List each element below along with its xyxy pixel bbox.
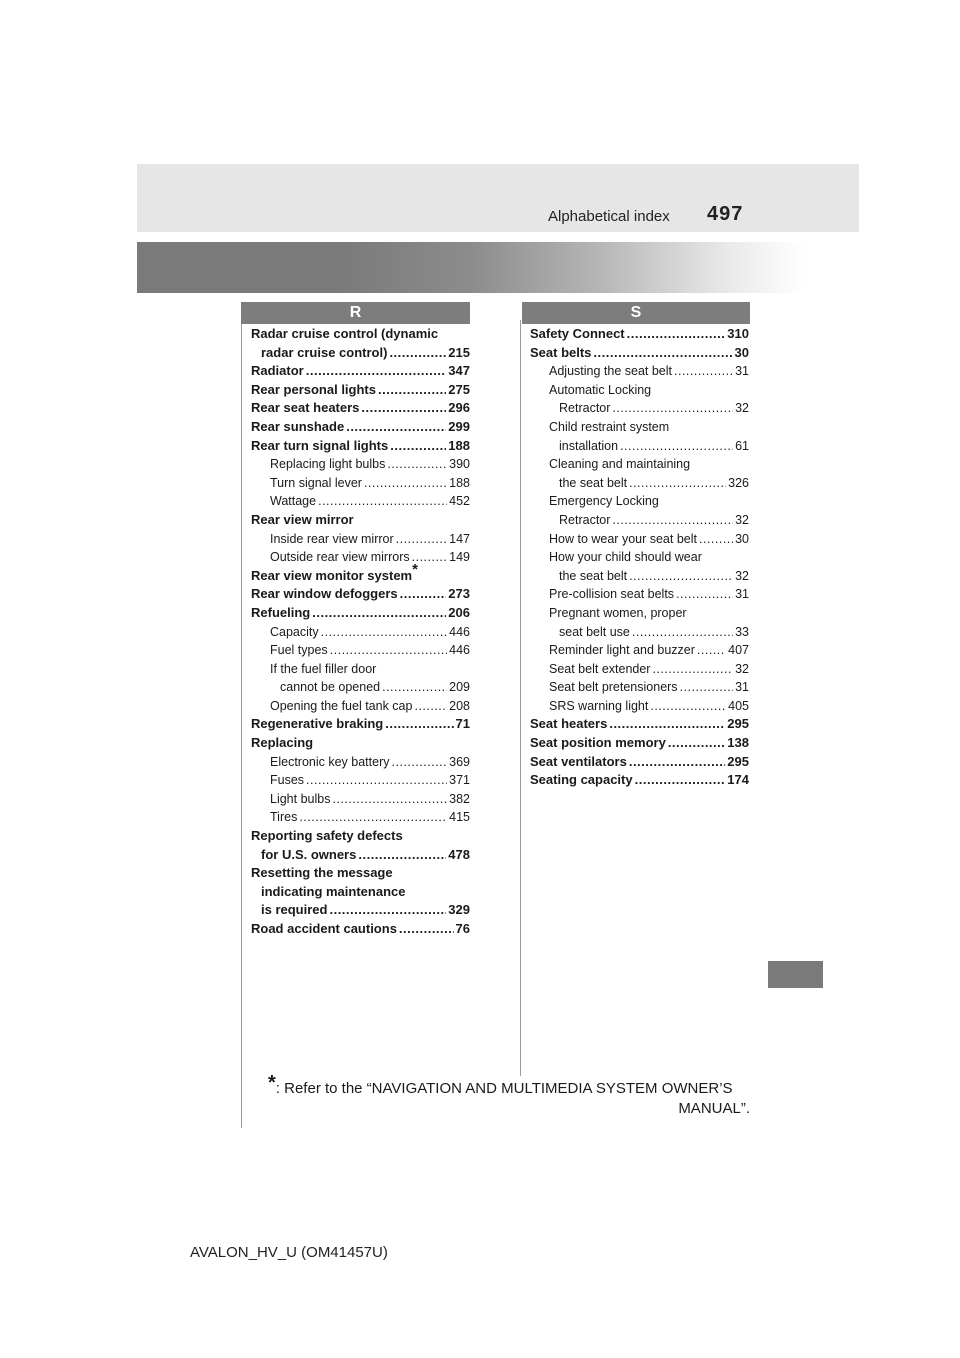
entry-label: How your child should wear	[549, 550, 702, 565]
entry-page: 149	[449, 550, 470, 565]
entry-label: indicating maintenance	[261, 883, 406, 899]
index-entry	[251, 548, 470, 567]
index-entry	[251, 399, 470, 418]
leader-dots	[676, 585, 733, 604]
entry-page: 299	[448, 418, 470, 434]
index-entry	[251, 623, 470, 642]
entry-page: 30	[734, 344, 749, 360]
entry-page: 33	[735, 624, 749, 639]
leader-dots	[361, 399, 446, 418]
entry-page: 446	[449, 624, 470, 639]
entry-label: Cleaning and maintaining	[549, 457, 691, 472]
index-entry	[530, 381, 749, 400]
leader-dots	[385, 715, 453, 734]
footnote-line-1: : Refer to the “NAVIGATION AND MULTIMEDIA SYSTEM OWNER’S	[275, 1080, 733, 1097]
index-entry	[530, 585, 749, 604]
entry-page: 329	[448, 902, 470, 918]
entry-label: Capacity	[270, 624, 319, 639]
header-title: Alphabetical index	[548, 208, 670, 225]
entry-page: 76	[455, 921, 470, 936]
index-entry	[530, 567, 749, 586]
entry-label: Adjusting the seat belt	[549, 364, 672, 379]
entry-label: Safety Connect	[530, 326, 625, 341]
entry-label: cannot be opened	[280, 680, 381, 695]
leader-dots	[318, 492, 447, 511]
leader-dots	[609, 715, 725, 734]
leader-dots	[629, 567, 733, 586]
index-entry	[530, 437, 749, 456]
entry-label: How to wear your seat belt	[549, 531, 697, 546]
entry-label: Reminder light and buzzer	[549, 643, 695, 658]
entry-label: Rear turn signal lights	[251, 437, 389, 453]
entry-label: Seat belt pretensioners	[549, 680, 678, 695]
entry-label: If the fuel filler door	[270, 661, 377, 676]
entry-page: 275	[448, 381, 470, 397]
entry-label: Radiator	[251, 363, 304, 379]
entry-label: Pre-collision seat belts	[549, 587, 675, 602]
entry-label: Retractor	[559, 401, 611, 416]
leader-dots	[358, 846, 446, 865]
entry-label: Inside rear view mirror	[270, 531, 394, 546]
leader-dots	[306, 771, 447, 790]
entry-page: 405	[728, 698, 749, 713]
index-entry	[251, 344, 470, 363]
leader-dots	[629, 753, 725, 772]
entry-page: 347	[448, 363, 470, 379]
entry-page: 296	[448, 400, 470, 416]
entry-page: 209	[449, 680, 470, 695]
leader-dots	[612, 511, 733, 530]
index-entry	[251, 641, 470, 660]
entry-label: Rear view monitor system	[251, 567, 413, 583]
entry-label: for U.S. owners	[261, 846, 357, 862]
manual-code: AVALON_HV_U (OM41457U)	[190, 1244, 388, 1261]
leader-dots	[378, 381, 446, 400]
index-entry	[251, 846, 470, 865]
leader-dots	[697, 641, 726, 660]
entry-page: 310	[727, 326, 749, 341]
leader-dots	[668, 734, 725, 753]
entry-label: Rear personal lights	[251, 381, 376, 397]
index-entry	[251, 511, 470, 530]
entry-page: 188	[449, 475, 470, 490]
entry-page: 215	[448, 344, 470, 360]
index-entry	[251, 827, 470, 846]
leader-dots	[382, 678, 447, 697]
entry-page: 452	[449, 494, 470, 509]
index-entry	[530, 511, 749, 530]
leader-dots	[312, 604, 446, 623]
index-entry	[251, 474, 470, 493]
entry-label: Emergency Locking	[549, 494, 659, 509]
entry-label: Rear seat heaters	[251, 400, 360, 416]
entry-label: the seat belt	[559, 568, 628, 583]
entry-label: installation	[559, 438, 619, 453]
entry-label: Radar cruise control (dynamic	[251, 326, 439, 341]
left-column-rule	[241, 320, 242, 1128]
footnote-line-2: MANUAL”.	[678, 1100, 750, 1117]
entry-page: 138	[727, 735, 749, 751]
index-entry	[251, 660, 470, 679]
entry-label: Seat ventilators	[530, 753, 627, 769]
entry-label: Seat heaters	[530, 716, 608, 732]
index-entry	[251, 455, 470, 474]
entry-label: Rear sunshade	[251, 418, 345, 434]
index-entry	[530, 492, 749, 511]
leader-dots	[389, 344, 446, 363]
entry-page: 369	[449, 754, 470, 769]
entry-label: Turn signal lever	[270, 475, 362, 490]
entry-page: 295	[727, 716, 749, 732]
entry-page: 273	[448, 586, 470, 602]
entry-page: 71	[455, 716, 470, 732]
entry-label: Seat position memory	[530, 735, 666, 751]
index-entry	[251, 362, 470, 381]
index-entry	[251, 492, 470, 511]
index-entry	[530, 660, 749, 679]
footnote-star: *	[268, 1072, 276, 1094]
entry-page: 32	[735, 401, 749, 416]
leader-dots	[390, 437, 446, 456]
leader-dots	[620, 437, 733, 456]
index-entry	[251, 560, 470, 586]
entry-page: 188	[448, 437, 470, 453]
entry-label: Tires	[270, 810, 298, 825]
entry-label: Automatic Locking	[549, 382, 652, 397]
entry-page: 326	[728, 475, 749, 490]
entry-label: Child restraint system	[549, 419, 670, 434]
entry-page: 30	[735, 531, 749, 546]
index-entry	[530, 753, 749, 772]
index-entry	[530, 623, 749, 642]
index-entry	[530, 678, 749, 697]
entry-label: Replacing	[251, 735, 314, 751]
index-entry	[251, 883, 470, 902]
entry-page: 31	[735, 364, 749, 379]
index-entry	[251, 585, 470, 604]
index-entry	[251, 734, 470, 753]
page-number: 497	[707, 203, 744, 225]
index-entry	[251, 697, 470, 716]
index-entry	[251, 418, 470, 437]
index-entry	[530, 418, 749, 437]
entry-label: Outside rear view mirrors	[270, 550, 410, 565]
leader-dots	[321, 623, 448, 642]
index-entry	[251, 920, 470, 939]
index-entry	[251, 715, 470, 734]
leader-dots	[627, 325, 726, 344]
index-entry	[251, 790, 470, 809]
leader-dots	[392, 753, 448, 772]
leader-dots	[629, 474, 726, 493]
entry-label: Wattage	[270, 494, 317, 509]
index-entry	[530, 604, 749, 623]
index-entry	[251, 771, 470, 790]
entry-page: 415	[449, 810, 470, 825]
entry-page: 31	[735, 680, 749, 695]
leader-dots	[699, 530, 733, 549]
entry-page: 382	[449, 791, 470, 806]
index-entry	[251, 604, 470, 623]
entry-page: 390	[449, 457, 470, 472]
index-entry	[530, 734, 749, 753]
entry-page: 371	[449, 773, 470, 788]
index-entry	[530, 715, 749, 734]
entry-label: Regenerative braking	[251, 716, 384, 732]
index-entry	[251, 325, 470, 344]
entry-page: 407	[728, 643, 749, 658]
leader-dots	[330, 641, 447, 660]
entry-page: 32	[735, 568, 749, 583]
entry-label: Seat belt extender	[549, 661, 651, 676]
index-entry	[251, 901, 470, 920]
leader-dots	[635, 771, 726, 790]
entry-page: 446	[449, 643, 470, 658]
entry-label: Fuses	[270, 773, 305, 788]
entry-label: Seating capacity	[530, 772, 633, 788]
entry-label: Replacing light bulbs	[270, 457, 386, 472]
gradient-band	[137, 242, 805, 293]
leader-dots	[612, 399, 733, 418]
entry-page: 206	[448, 604, 470, 620]
leader-dots	[387, 455, 447, 474]
entry-label: Fuel types	[270, 643, 328, 658]
index-entry	[530, 697, 749, 716]
entry-label: SRS warning light	[549, 698, 649, 713]
entry-page: 208	[449, 698, 470, 713]
entry-label: Light bulbs	[270, 791, 331, 806]
entry-page: 32	[735, 512, 749, 527]
entry-label: is required	[261, 902, 328, 918]
entry-label: Pregnant women, proper	[549, 605, 687, 620]
entry-label: Refueling	[251, 604, 311, 620]
index-entry	[251, 530, 470, 549]
index-entry	[530, 399, 749, 418]
leader-dots	[299, 808, 447, 827]
leader-dots	[674, 362, 733, 381]
entry-label: Rear window defoggers	[251, 586, 398, 602]
leader-dots	[680, 678, 734, 697]
entry-label: Reporting safety defects	[251, 828, 403, 844]
thumb-index-tab	[768, 961, 823, 988]
index-entry	[251, 753, 470, 772]
leader-dots	[650, 697, 726, 716]
entry-label: Seat belts	[530, 344, 592, 360]
entry-page: 147	[449, 531, 470, 546]
entry-page: 478	[448, 846, 470, 862]
leader-dots	[414, 697, 447, 716]
index-entry	[251, 808, 470, 827]
index-entry	[530, 771, 749, 790]
section-letter-r: R	[241, 302, 470, 324]
index-entry	[530, 474, 749, 493]
entry-label: Rear view mirror	[251, 511, 354, 527]
leader-dots	[329, 901, 446, 920]
leader-dots	[593, 344, 732, 363]
index-entry	[251, 678, 470, 697]
entry-page: 61	[735, 438, 749, 453]
leader-dots	[306, 362, 447, 381]
leader-dots	[652, 660, 733, 679]
leader-dots	[346, 418, 446, 437]
entry-page: 295	[727, 753, 749, 769]
entry-label: Electronic key battery	[270, 754, 390, 769]
leader-dots	[400, 585, 447, 604]
entry-page: 174	[727, 772, 749, 788]
index-column-left	[251, 325, 470, 939]
entry-label: seat belt use	[559, 624, 630, 639]
index-entry	[530, 362, 749, 381]
index-entry	[530, 455, 749, 474]
entry-label: the seat belt	[559, 475, 628, 490]
index-entry	[530, 344, 749, 363]
index-entry	[530, 641, 749, 660]
footnote	[268, 1072, 750, 1119]
leader-dots	[396, 530, 448, 549]
leader-dots	[399, 920, 454, 939]
entry-page: 32	[735, 661, 749, 676]
index-entry	[530, 548, 749, 567]
index-entry	[251, 381, 470, 400]
index-entry	[251, 437, 470, 456]
entry-label: Retractor	[559, 512, 611, 527]
entry-page: 31	[735, 587, 749, 602]
leader-dots	[632, 623, 733, 642]
index-entry	[530, 530, 749, 549]
index-entry	[530, 325, 749, 344]
header-band	[137, 164, 859, 232]
entry-label: radar cruise control)	[261, 344, 388, 360]
entry-label: Road accident cautions	[251, 921, 397, 936]
index-column-right	[530, 325, 749, 790]
leader-dots	[332, 790, 447, 809]
entry-label: Opening the fuel tank cap	[270, 698, 413, 713]
footnote-marker: *	[412, 560, 418, 578]
entry-label: Resetting the message	[251, 865, 393, 881]
middle-column-rule	[520, 320, 521, 1076]
section-letter-s: S	[522, 302, 750, 324]
leader-dots	[364, 474, 447, 493]
index-entry	[251, 864, 470, 883]
